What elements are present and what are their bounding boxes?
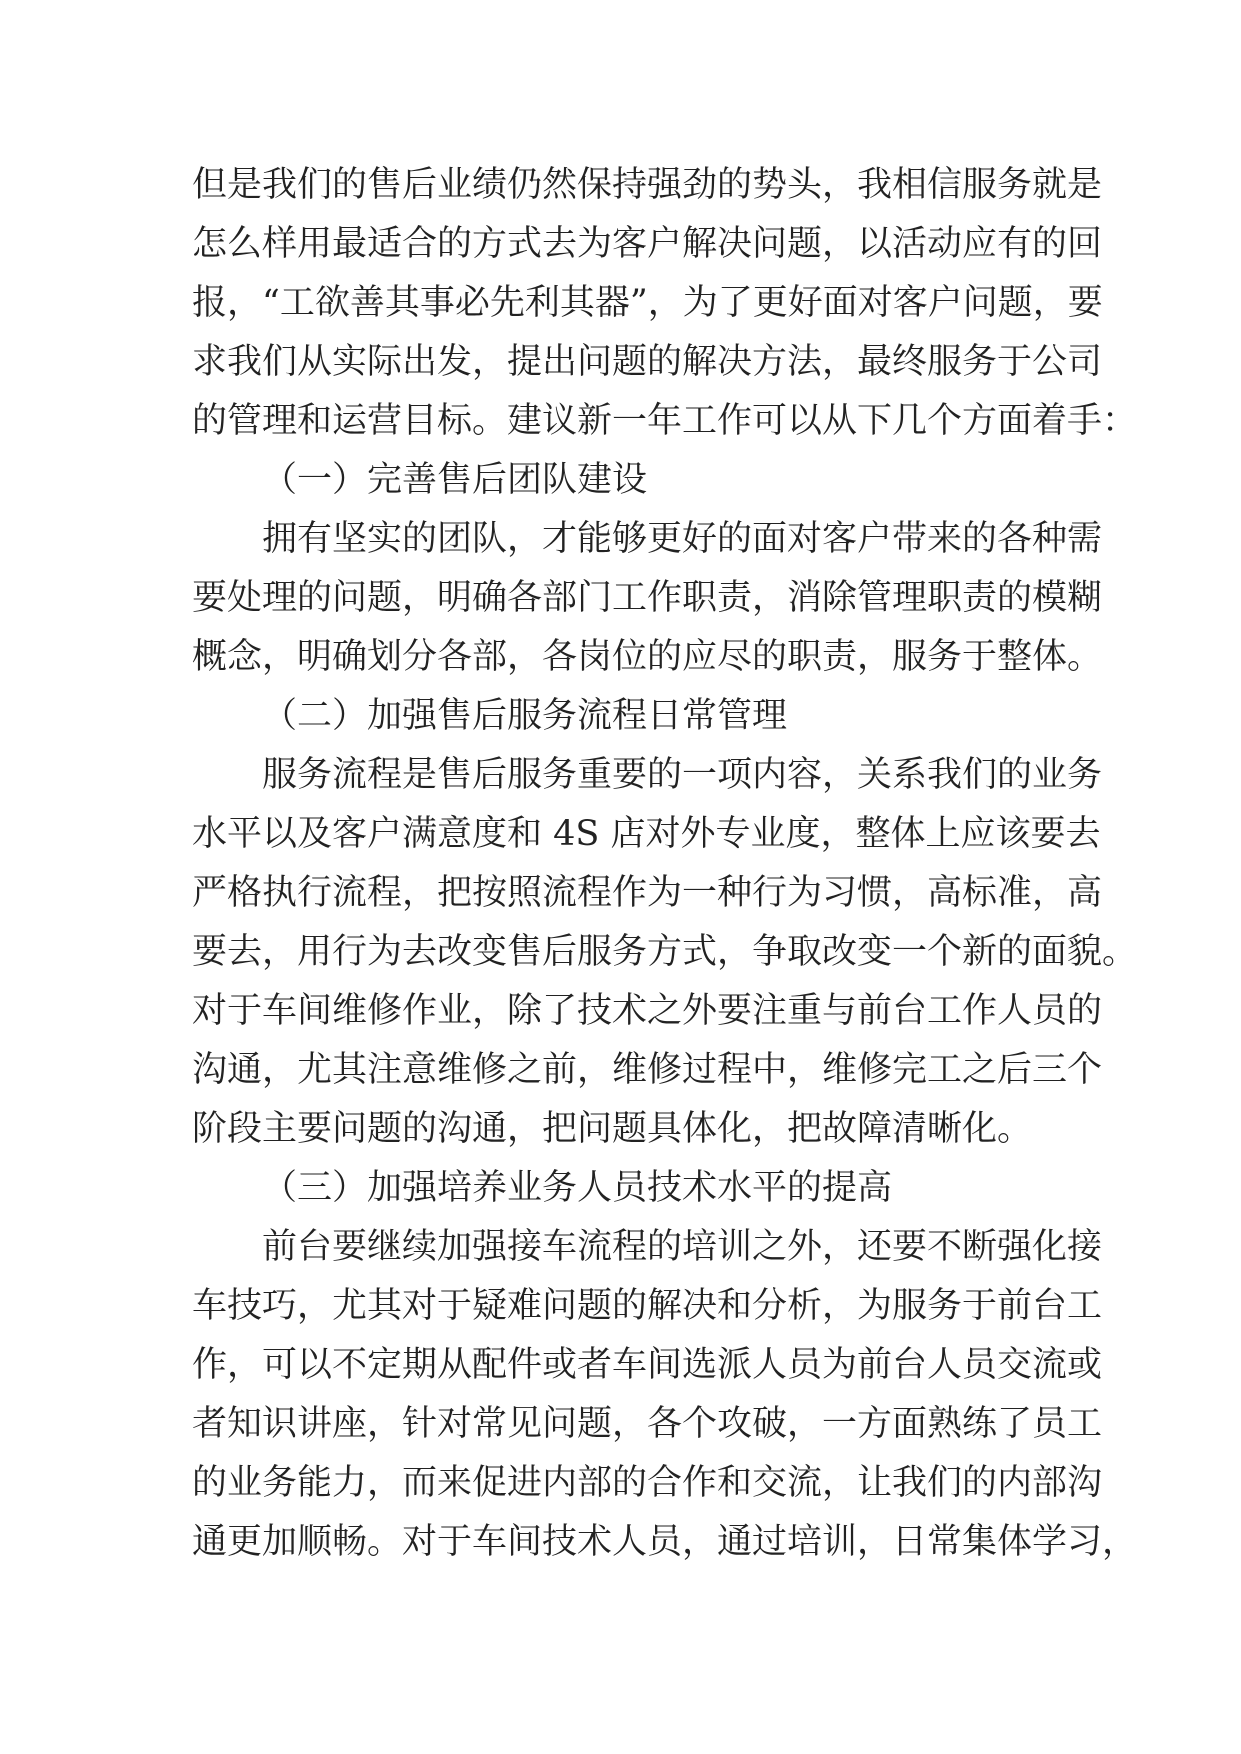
text-line: 水平以及客户满意度和 4S 店对外专业度，整体上应该要去 — [192, 814, 1101, 854]
text-line: 前台要继续加强接车流程的培训之外，还要不断强化接 — [262, 1227, 1103, 1267]
text-line: 怎么样用最适合的方式去为客户解决问题，以活动应有的回 — [192, 224, 1103, 264]
text-line: 的业务能力，而来促进内部的合作和交流，让我们的内部沟 — [192, 1463, 1103, 1503]
text-line: 严格执行流程，把按照流程作为一种行为习惯，高标准，高 — [192, 873, 1103, 913]
section-heading: （三）加强培养业务人员技术水平的提高 — [262, 1168, 893, 1208]
text-line: 报，“工欲善其事必先利其器”，为了更好面对客户问题，要 — [192, 283, 1103, 323]
text-line: 服务流程是售后服务重要的一项内容，关系我们的业务 — [262, 755, 1103, 795]
section-heading: （二）加强售后服务流程日常管理 — [262, 696, 788, 736]
text-line: 沟通，尤其注意维修之前，维修过程中，维修完工之后三个 — [192, 1050, 1103, 1090]
text-line: 通更加顺畅。对于车间技术人员，通过培训，日常集体学习， — [192, 1522, 1138, 1562]
text-line: 车技巧，尤其对于疑难问题的解决和分析，为服务于前台工 — [192, 1286, 1103, 1326]
text-line: 概念，明确划分各部，各岗位的应尽的职责，服务于整体。 — [192, 637, 1103, 677]
text-line: 拥有坚实的团队，才能够更好的面对客户带来的各种需 — [262, 519, 1103, 559]
text-line: 作，可以不定期从配件或者车间选派人员为前台人员交流或 — [192, 1345, 1103, 1385]
text-line: 者知识讲座，针对常见问题，各个攻破，一方面熟练了员工 — [192, 1404, 1103, 1444]
section-heading: （一）完善售后团队建设 — [262, 460, 648, 500]
text-line: 阶段主要问题的沟通，把问题具体化，把故障清晰化。 — [192, 1109, 1033, 1149]
text-line: 求我们从实际出发，提出问题的解决方法，最终服务于公司 — [192, 342, 1103, 382]
text-line: 对于车间维修作业，除了技术之外要注重与前台工作人员的 — [192, 991, 1103, 1031]
text-line: 的管理和运营目标。建议新一年工作可以从下几个方面着手： — [192, 401, 1138, 441]
document-body — [192, 156, 1138, 1572]
text-line: 要处理的问题，明确各部门工作职责，消除管理职责的模糊 — [192, 578, 1103, 618]
text-line: 要去，用行为去改变售后服务方式，争取改变一个新的面貌。 — [192, 932, 1138, 972]
text-line: 但是我们的售后业绩仍然保持强劲的势头，我相信服务就是 — [192, 165, 1103, 205]
